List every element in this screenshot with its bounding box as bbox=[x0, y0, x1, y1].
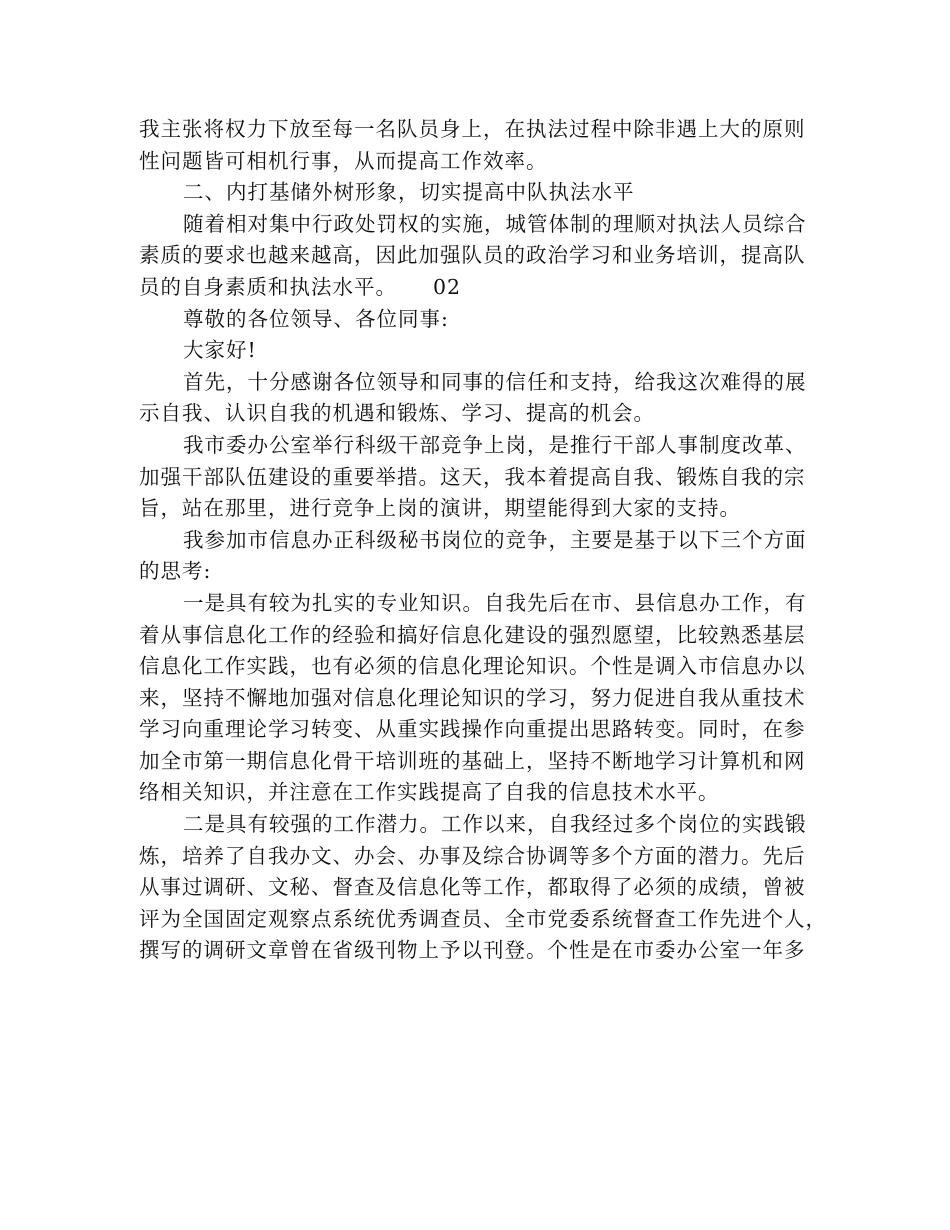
text-line: 我市委办公室举行科级干部竞争上岗，是推行干部人事制度改革、 bbox=[183, 432, 807, 457]
greeting: 大家好! bbox=[183, 338, 257, 363]
text-line: 评为全国固定观察点系统优秀调查员、全市党委系统督查工作先进个人， bbox=[139, 906, 827, 931]
text-line: 加强干部队伍建设的重要举措。这天，我本着提高自我、锻炼自我的宗 bbox=[139, 464, 806, 489]
text-line: 着从事信息化工作的经验和搞好信息化建设的强烈愿望，比较熟悉基层 bbox=[139, 622, 806, 647]
text-line: 从事过调研、文秘、督查及信息化等工作，都取得了必须的成绩，曾被 bbox=[139, 875, 806, 900]
salutation: 尊敬的各位领导、各位同事: bbox=[183, 306, 449, 331]
text-line: 来，坚持不懈地加强对信息化理论知识的学习，努力促进自我从重技术 bbox=[139, 685, 806, 710]
document-body bbox=[139, 114, 827, 967]
text-segment: 员的自身素质和执法水平。 bbox=[139, 274, 397, 299]
text-line: 学习向重理论学习转变、从重实践操作向重提出思路转变。同时，在参 bbox=[139, 717, 806, 742]
section-number: 02 bbox=[433, 274, 462, 299]
text-line: 素质的要求也越来越高，因此加强队员的政治学习和业务培训，提高队 bbox=[139, 243, 806, 268]
text-line: 我参加市信息办正科级秘书岗位的竞争，主要是基于以下三个方面 bbox=[183, 527, 807, 552]
text-line bbox=[139, 272, 819, 304]
text-line: 首先，十分感谢各位领导和同事的信任和支持，给我这次难得的展 bbox=[183, 369, 807, 394]
text-line: 炼，培养了自我办文、办会、办事及综合协调等多个方面的潜力。先后 bbox=[139, 843, 806, 868]
text-line: 二是具有较强的工作潜力。工作以来，自我经过多个岗位的实践锻 bbox=[183, 812, 807, 837]
text-line: 示自我、认识自我的机遇和锻炼、学习、提高的机会。 bbox=[139, 401, 655, 426]
text-line: 络相关知识，并注意在工作实践提高了自我的信息技术水平。 bbox=[139, 780, 720, 805]
section-heading: 二、内打基储外树形象，切实提高中队执法水平 bbox=[183, 180, 635, 205]
text-line: 一是具有较为扎实的专业知识。自我先后在市、县信息办工作，有 bbox=[183, 590, 807, 615]
text-line: 撰写的调研文章曾在省级刊物上予以刊登。个性是在市委办公室一年多 bbox=[139, 938, 806, 963]
text-line: 旨，站在那里，进行竞争上岗的演讲，期望能得到大家的支持。 bbox=[139, 496, 741, 521]
text-line: 性问题皆可相机行事，从而提高工作效率。 bbox=[139, 148, 548, 173]
text-line: 信息化工作实践，也有必须的信息化理论知识。个性是调入市信息办以 bbox=[139, 654, 806, 679]
text-line: 随着相对集中行政处罚权的实施，城管体制的理顺对执法人员综合 bbox=[183, 211, 807, 236]
text-line: 加全市第一期信息化骨干培训班的基础上，坚持不断地学习计算机和网 bbox=[139, 748, 806, 773]
text-line: 的思考: bbox=[139, 559, 212, 584]
text-line: 我主张将权力下放至每一名队员身上，在执法过程中除非遇上大的原则 bbox=[139, 117, 806, 141]
